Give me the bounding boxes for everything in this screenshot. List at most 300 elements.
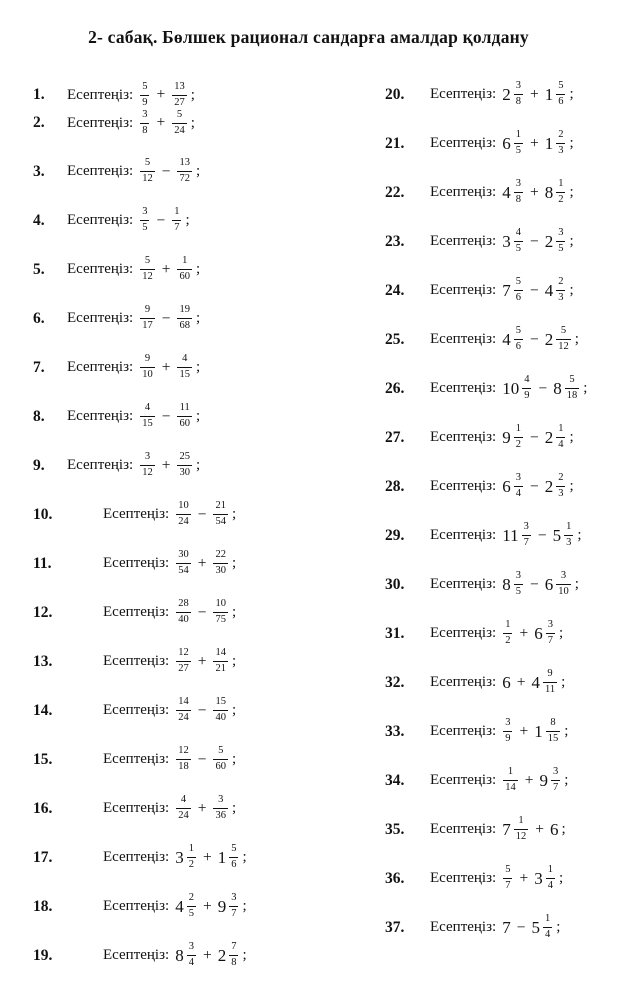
plus-operator: + <box>161 260 171 278</box>
semicolon: ; <box>569 478 574 494</box>
whole-number: 2 <box>544 232 554 251</box>
problem-row <box>385 217 587 266</box>
fraction <box>514 815 529 843</box>
problem-expression <box>174 843 246 871</box>
problem-expression <box>501 717 568 745</box>
fraction-numerator: 2 <box>556 276 565 291</box>
problem-number: 18. <box>33 897 53 915</box>
plus-operator: + <box>156 86 166 103</box>
fraction <box>176 745 191 773</box>
whole-number: 8 <box>544 183 554 202</box>
problem-number: 7. <box>33 358 45 376</box>
problem-row <box>33 833 247 882</box>
problem-prompt: Есептеңіз: <box>103 751 170 767</box>
mixed-number <box>533 717 562 745</box>
whole-number: 4 <box>502 330 511 349</box>
semicolon: ; <box>569 429 574 445</box>
problem-row <box>385 854 587 903</box>
problem-prompt: Есептеңіз: <box>67 457 134 473</box>
problem-prompt: Есептеңіз: <box>430 135 497 151</box>
fraction-denominator: 2 <box>558 194 564 205</box>
mixed-number <box>544 423 568 451</box>
plus-operator: + <box>161 358 171 376</box>
fraction <box>503 619 512 647</box>
fraction-numerator: 28 <box>176 598 191 613</box>
problem-row <box>385 903 587 952</box>
fraction-numerator: 12 <box>176 647 191 662</box>
plus-operator: + <box>156 114 166 131</box>
whole-number: 9 <box>217 897 227 916</box>
problem-expression <box>138 402 200 430</box>
semicolon: ; <box>574 331 579 347</box>
fraction <box>514 129 523 157</box>
problem-prompt: Есептеңіз: <box>103 849 170 865</box>
fraction-numerator: 9 <box>140 304 155 319</box>
whole-number: 1 <box>544 134 554 153</box>
problem-number: 23. <box>385 232 405 250</box>
whole-number: 3 <box>534 869 543 888</box>
minus-operator: − <box>529 330 539 348</box>
whole-number: 6 <box>534 624 543 643</box>
problem-prompt: Есептеңіз: <box>430 919 497 935</box>
problem-row <box>33 490 247 539</box>
fraction-numerator: 9 <box>140 353 155 368</box>
fraction <box>187 941 196 969</box>
problem-row <box>33 539 247 588</box>
problem-row <box>385 560 587 609</box>
problem-expression <box>501 521 581 549</box>
fraction <box>140 451 155 479</box>
mixed-number <box>501 472 525 500</box>
problem-prompt: Есептеңіз: <box>430 86 497 102</box>
problem-number: 11. <box>33 554 52 572</box>
fraction <box>213 696 228 724</box>
problem-expression <box>174 647 236 675</box>
fraction <box>556 80 565 108</box>
fraction <box>503 717 512 745</box>
problem-number: 4. <box>33 211 45 229</box>
mixed-number <box>544 129 568 157</box>
fraction <box>177 255 192 283</box>
fraction-numerator: 5 <box>172 109 187 124</box>
fraction <box>514 276 523 304</box>
problem-row <box>33 196 247 245</box>
fraction-denominator: 6 <box>515 292 521 303</box>
whole-number: 6 <box>502 134 511 153</box>
fraction <box>176 598 191 626</box>
whole-number: 4 <box>175 897 184 916</box>
minus-operator: − <box>516 918 526 936</box>
mixed-number <box>174 892 198 920</box>
fraction-denominator: 4 <box>188 957 194 968</box>
problem-row <box>33 147 247 196</box>
fraction-numerator: 10 <box>213 598 228 613</box>
fraction-numerator: 2 <box>556 472 565 487</box>
fraction <box>565 374 580 402</box>
problem-expression <box>174 598 236 626</box>
fraction <box>229 941 238 969</box>
problem-expression <box>501 325 579 353</box>
problem-expression <box>501 178 573 206</box>
problem-number: 34. <box>385 771 405 789</box>
fraction <box>556 472 565 500</box>
plus-operator: + <box>197 652 207 670</box>
fraction-denominator: 15 <box>547 733 559 744</box>
fraction-denominator: 24 <box>178 516 189 527</box>
semicolon: ; <box>195 457 201 473</box>
fraction-denominator: 18 <box>178 761 189 772</box>
problem-expression <box>174 794 236 822</box>
mixed-number <box>538 766 562 794</box>
problem-expression <box>501 766 568 794</box>
semicolon: ; <box>564 772 569 788</box>
fraction-denominator: 2 <box>505 635 511 646</box>
minus-operator: − <box>538 379 548 397</box>
fraction-denominator: 27 <box>178 663 189 674</box>
fraction-numerator: 4 <box>177 353 192 368</box>
fraction-denominator: 4 <box>544 929 551 940</box>
problem-prompt: Есептеңіз: <box>103 898 170 914</box>
fraction-numerator: 1 <box>172 206 181 221</box>
fraction <box>213 549 228 577</box>
mixed-number <box>501 227 525 255</box>
problem-row <box>33 109 247 137</box>
plus-operator: + <box>519 624 529 642</box>
fraction-numerator: 3 <box>140 451 155 466</box>
semicolon: ; <box>569 233 574 249</box>
fraction-numerator: 5 <box>514 276 523 291</box>
fraction-denominator: 8 <box>231 957 237 968</box>
problem-number: 16. <box>33 799 53 817</box>
fraction-denominator: 9 <box>505 733 511 744</box>
fraction-denominator: 7 <box>547 635 553 646</box>
fraction-denominator: 68 <box>179 320 190 331</box>
mixed-number <box>544 276 568 304</box>
mixed-number <box>544 325 573 353</box>
mixed-number <box>217 843 241 871</box>
fraction-numerator: 19 <box>177 304 192 319</box>
problem-expression <box>501 472 573 500</box>
fraction <box>177 402 192 430</box>
mixed-number <box>544 178 568 206</box>
fraction-denominator: 9 <box>524 390 530 401</box>
problem-expression <box>174 500 236 528</box>
problem-number: 32. <box>385 673 405 691</box>
problem-prompt: Есептеңіз: <box>67 408 134 424</box>
mixed-number <box>501 80 525 108</box>
problem-number: 12. <box>33 603 53 621</box>
whole-number: 5 <box>552 526 562 545</box>
problem-row <box>33 784 247 833</box>
fraction <box>140 353 155 381</box>
fraction <box>140 206 149 234</box>
plus-operator: + <box>197 554 207 572</box>
fraction <box>187 843 196 871</box>
fraction-numerator: 5 <box>503 864 512 879</box>
problem-expression <box>174 941 246 969</box>
whole-number: 7 <box>502 281 511 300</box>
problem-number: 3. <box>33 162 45 180</box>
plus-operator: + <box>519 869 529 887</box>
problem-row <box>385 168 587 217</box>
problem-number: 13. <box>33 652 53 670</box>
minus-operator: − <box>156 211 166 229</box>
problem-expression <box>501 276 573 304</box>
fraction-numerator: 3 <box>229 892 238 907</box>
fraction-numerator: 5 <box>140 157 155 172</box>
fraction-denominator: 60 <box>179 418 190 429</box>
problem-expression <box>501 80 573 108</box>
fraction-denominator: 12 <box>142 467 153 478</box>
problem-expression <box>138 109 195 137</box>
fraction-numerator: 14 <box>176 696 191 711</box>
problem-expression <box>138 304 200 332</box>
fraction-denominator: 24 <box>174 124 185 136</box>
fraction-denominator: 6 <box>515 341 521 352</box>
minus-operator: − <box>161 162 171 180</box>
whole-number: 8 <box>175 946 184 965</box>
fraction-numerator: 21 <box>213 500 228 515</box>
problem-row <box>385 266 587 315</box>
fraction <box>176 647 191 675</box>
problem-number: 26. <box>385 379 405 397</box>
semicolon: ; <box>185 212 190 228</box>
problem-row <box>33 392 247 441</box>
fraction <box>176 696 191 724</box>
mixed-number <box>530 913 554 941</box>
semicolon: ; <box>195 310 201 326</box>
problem-prompt: Есептеңіз: <box>103 506 170 522</box>
whole-number: 1 <box>534 722 543 741</box>
fraction <box>543 668 557 696</box>
whole-number: 2 <box>544 428 554 447</box>
problem-number: 27. <box>385 428 405 446</box>
problem-expression <box>138 81 195 109</box>
fraction-numerator: 1 <box>543 913 552 928</box>
fraction-denominator: 10 <box>558 586 569 597</box>
fraction-denominator: 40 <box>178 614 189 625</box>
problem-row <box>385 805 587 854</box>
fraction-denominator: 60 <box>179 271 190 282</box>
mixed-number <box>533 619 557 647</box>
fraction <box>556 178 565 206</box>
fraction <box>140 304 155 332</box>
problem-number: 1. <box>33 86 45 103</box>
fraction-numerator: 12 <box>176 745 191 760</box>
problem-expression <box>138 255 200 283</box>
mixed-number <box>501 276 525 304</box>
fraction-numerator: 3 <box>556 227 565 242</box>
semicolon: ; <box>195 163 201 179</box>
fraction <box>177 353 192 381</box>
fraction-denominator: 12 <box>142 173 153 184</box>
fraction <box>213 745 228 773</box>
whole-number: 2 <box>544 477 554 496</box>
fraction-denominator: 4 <box>558 439 564 450</box>
whole-number: 2 <box>544 330 554 349</box>
plus-operator: + <box>519 722 529 740</box>
problem-row <box>385 707 587 756</box>
fraction-denominator: 3 <box>558 488 564 499</box>
fraction-denominator: 15 <box>179 369 190 380</box>
fraction-numerator: 3 <box>140 206 149 221</box>
semicolon: ; <box>564 723 569 739</box>
fraction <box>514 423 523 451</box>
fraction-denominator: 60 <box>215 761 226 772</box>
problem-number: 22. <box>385 183 405 201</box>
fraction <box>140 255 155 283</box>
whole-number: 4 <box>502 183 511 202</box>
problem-row <box>385 364 587 413</box>
whole-number: 7 <box>502 820 511 839</box>
semicolon: ; <box>231 555 237 571</box>
problem-prompt: Есептеңіз: <box>430 478 497 494</box>
whole-number: 1 <box>217 848 227 867</box>
plus-operator: + <box>524 771 534 789</box>
problem-row <box>385 756 587 805</box>
problem-row <box>385 609 587 658</box>
problem-prompt: Есептеңіз: <box>430 821 497 837</box>
semicolon: ; <box>569 135 574 151</box>
fraction-denominator: 3 <box>558 145 564 156</box>
fraction-denominator: 2 <box>515 439 521 450</box>
whole-number: 6 <box>502 477 511 496</box>
problem-number: 6. <box>33 309 45 327</box>
fraction-denominator: 5 <box>515 243 521 254</box>
problem-row <box>385 413 587 462</box>
mixed-number <box>501 570 525 598</box>
mixed-number <box>501 374 533 402</box>
fraction-denominator: 4 <box>547 880 553 891</box>
problem-number: 10. <box>33 505 53 523</box>
fraction <box>213 500 228 528</box>
fraction-numerator: 3 <box>546 619 555 634</box>
mixed-number <box>533 864 557 892</box>
semicolon: ; <box>558 870 564 886</box>
semicolon: ; <box>574 576 579 592</box>
minus-operator: − <box>537 526 547 544</box>
fraction <box>556 570 571 598</box>
problem-expression <box>501 423 573 451</box>
fraction-denominator: 11 <box>544 684 556 695</box>
problem-prompt: Есептеңіз: <box>430 576 497 592</box>
minus-operator: − <box>197 505 207 523</box>
mixed-number <box>174 843 198 871</box>
problem-prompt: Есептеңіз: <box>103 604 170 620</box>
fraction-denominator: 5 <box>515 586 521 597</box>
problem-expression <box>138 353 200 381</box>
fraction-denominator: 24 <box>178 810 189 821</box>
problem-expression <box>138 157 200 185</box>
semicolon: ; <box>231 653 237 669</box>
fraction <box>556 227 565 255</box>
fraction-denominator: 24 <box>178 712 189 723</box>
fraction-denominator: 17 <box>142 320 153 331</box>
semicolon: ; <box>231 506 237 522</box>
fraction <box>187 892 196 920</box>
problem-expression <box>501 619 563 647</box>
problem-prompt: Есептеңіз: <box>67 86 134 103</box>
problem-row <box>385 511 587 560</box>
fraction-denominator: 72 <box>179 173 190 184</box>
fraction-numerator: 3 <box>514 178 523 193</box>
fraction-numerator: 30 <box>176 549 191 564</box>
semicolon: ; <box>558 625 564 641</box>
semicolon: ; <box>569 86 574 102</box>
problem-number: 5. <box>33 260 45 278</box>
problem-number: 15. <box>33 750 53 768</box>
fraction-numerator: 2 <box>187 892 196 907</box>
fraction-numerator: 25 <box>177 451 192 466</box>
plus-operator: + <box>529 85 539 103</box>
whole-number: 9 <box>502 428 511 447</box>
problem-prompt: Есептеңіз: <box>103 653 170 669</box>
problem-row <box>33 441 247 490</box>
problem-expression <box>501 374 587 402</box>
fraction-denominator: 9 <box>142 96 148 108</box>
whole-number: 3 <box>502 232 511 251</box>
fraction-numerator: 1 <box>514 423 523 438</box>
mixed-number <box>501 815 530 843</box>
mixed-number <box>217 892 241 920</box>
plus-operator: + <box>529 183 539 201</box>
fraction-denominator: 30 <box>179 467 190 478</box>
fraction <box>551 766 560 794</box>
fraction <box>503 766 518 794</box>
mixed-number <box>501 129 525 157</box>
fraction-denominator: 12 <box>558 341 569 352</box>
problem-prompt: Есептеңіз: <box>430 233 497 249</box>
fraction-numerator: 5 <box>556 80 565 95</box>
fraction <box>172 81 187 109</box>
problem-prompt: Есептеңіз: <box>430 429 497 445</box>
problem-number: 29. <box>385 526 405 544</box>
fraction-denominator: 7 <box>523 537 529 548</box>
fraction-numerator: 3 <box>514 472 523 487</box>
fraction-numerator: 14 <box>213 647 228 662</box>
fraction-numerator: 22 <box>213 549 228 564</box>
problem-expression <box>501 570 579 598</box>
fraction <box>229 892 238 920</box>
fraction <box>546 619 555 647</box>
fraction-numerator: 4 <box>522 374 531 389</box>
mixed-number <box>552 521 576 549</box>
fraction-numerator: 9 <box>543 668 557 683</box>
fraction-numerator: 13 <box>172 81 187 96</box>
problem-number: 37. <box>385 918 405 936</box>
problem-number: 14. <box>33 701 53 719</box>
fraction-numerator: 7 <box>229 941 238 956</box>
fraction <box>503 864 512 892</box>
problem-prompt: Есептеңіз: <box>67 359 134 375</box>
semicolon: ; <box>242 898 247 914</box>
fraction-numerator: 2 <box>556 129 565 144</box>
problem-prompt: Есептеңіз: <box>103 800 170 816</box>
problem-number: 35. <box>385 820 405 838</box>
fraction-numerator: 3 <box>503 717 512 732</box>
minus-operator: − <box>529 575 539 593</box>
fraction-denominator: 54 <box>178 565 189 576</box>
problem-number: 19. <box>33 946 53 964</box>
fraction <box>172 206 181 234</box>
fraction <box>140 109 149 137</box>
problem-prompt: Есептеңіз: <box>103 702 170 718</box>
problem-number: 30. <box>385 575 405 593</box>
mixed-number <box>530 668 559 696</box>
problem-expression <box>174 696 236 724</box>
semicolon: ; <box>569 184 574 200</box>
fraction-numerator: 13 <box>177 157 192 172</box>
